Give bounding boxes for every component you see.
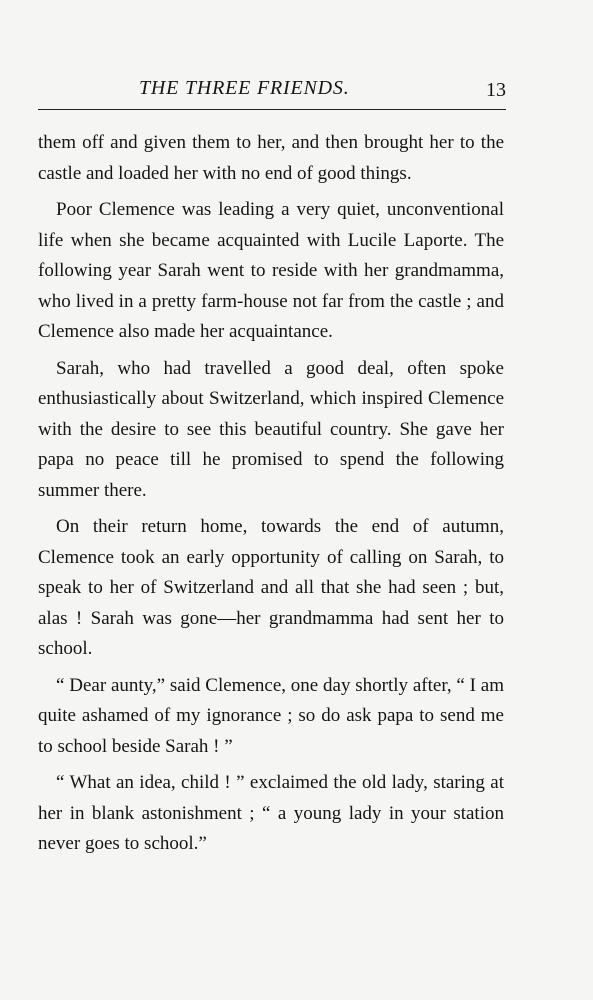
page-number: 13 (486, 79, 506, 101)
paragraph: them off and given them to her, and then brought her to the castle and loaded her with no end of good things. (38, 132, 504, 184)
paragraph: On their return home, towards the end of autumn, Clemence took an early opportunity of calling on Sarah, to speak to her of Switzerland and all that she had seen ; but, alas ! Sarah was gone—her grandmamma had sent her to school. (38, 516, 504, 659)
header-rule (38, 109, 506, 110)
paragraph: Poor Clemence was leading a very quiet, unconventional life when she became acquainted with Lucile Laporte. The following year Sarah went to reside with her grandmamma, who lived in a pretty farm-house not far from the castle ; and Clemence also made her acquaintance. (38, 199, 504, 342)
running-title: THE THREE FRIENDS. (139, 77, 350, 99)
paragraph: Sarah, who had travelled a good deal, often spoke enthusiastically about Switzerland, which inspired Clemence with the desire to see this beautiful country. She gave her papa no peace till he promised to spend the following summer there. (38, 357, 504, 501)
body-text (38, 128, 504, 866)
running-head (38, 76, 508, 106)
paragraph: “ Dear aunty,” said Clemence, one day shortly after, “ I am quite ashamed of my ignorance ; so do ask papa to send me to school beside Sarah ! ” (38, 674, 504, 757)
paragraph: “ What an idea, child ! ” exclaimed the old lady, staring at her in blank astonishment ; “ a young lady in your station never goes to school.” (38, 772, 504, 854)
